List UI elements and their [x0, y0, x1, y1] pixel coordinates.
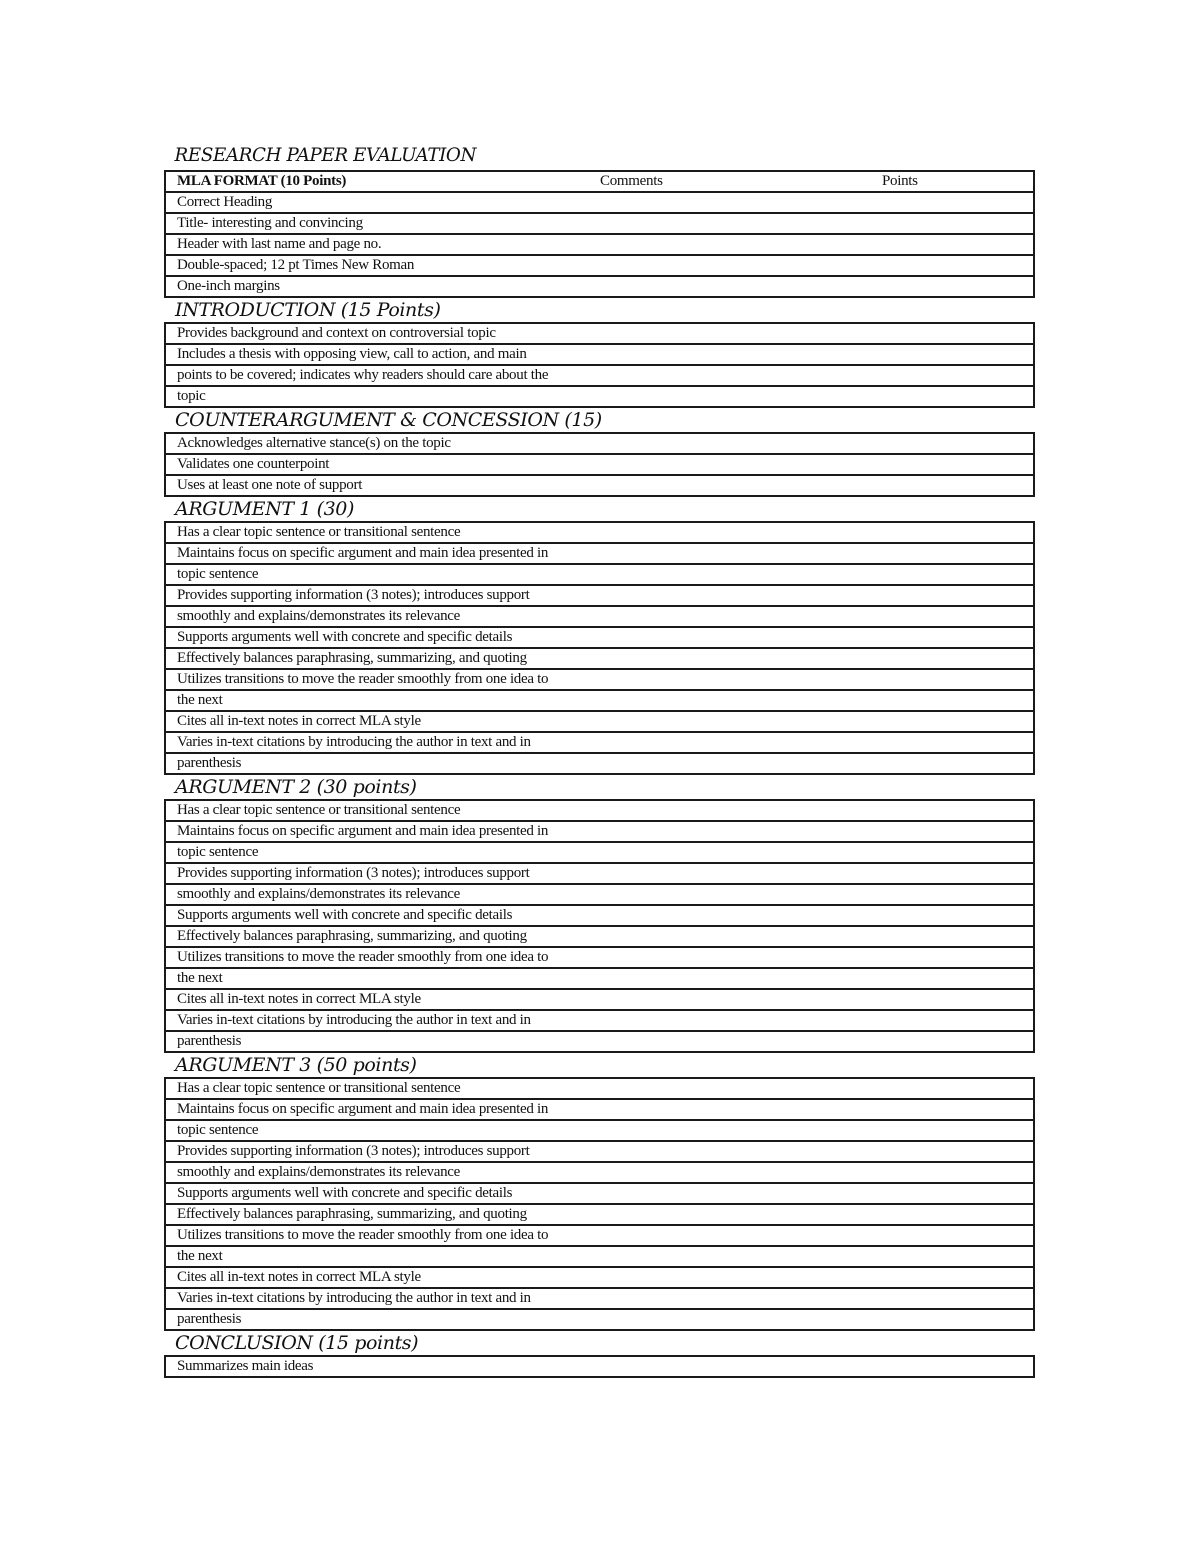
- table-row: [165, 821, 1034, 842]
- criterion-cell: Uses at least one note of support: [165, 475, 1034, 496]
- table-row: [165, 522, 1034, 543]
- criterion-cell: Correct Heading: [165, 192, 1034, 213]
- rubric-section: [164, 298, 1035, 408]
- rubric-section: [164, 1053, 1035, 1331]
- table-row: [165, 1356, 1034, 1377]
- table-row: [165, 1120, 1034, 1141]
- table-row: [165, 648, 1034, 669]
- criterion-cell: parenthesis: [165, 1309, 1034, 1330]
- criterion-cell: topic: [165, 386, 1034, 407]
- criterion-cell: Utilizes transitions to move the reader smoothly from one idea to: [165, 947, 1034, 968]
- table-row: [165, 968, 1034, 989]
- table-row: [165, 475, 1034, 496]
- criterion-cell: Supports arguments well with concrete and specific details: [165, 627, 1034, 648]
- criterion-cell: parenthesis: [165, 1031, 1034, 1052]
- rubric-table: [164, 1355, 1035, 1378]
- section-heading: ARGUMENT 2 (30 points): [175, 776, 417, 798]
- criterion-cell: the next: [165, 690, 1034, 711]
- table-row: [165, 1078, 1034, 1099]
- criterion-cell: One-inch margins: [165, 276, 1034, 297]
- criterion-cell: smoothly and explains/demonstrates its relevance: [165, 884, 1034, 905]
- table-row: [165, 1204, 1034, 1225]
- rubric-sections: [164, 170, 1035, 1378]
- section-heading: INTRODUCTION (15 Points): [175, 299, 441, 321]
- table-row: [165, 585, 1034, 606]
- criterion-cell: Maintains focus on specific argument and main idea presented in: [165, 821, 1034, 842]
- table-header-cell: [165, 171, 1034, 192]
- table-row: [165, 564, 1034, 585]
- criterion-cell: Varies in-text citations by introducing the author in text and in: [165, 1288, 1034, 1309]
- criterion-cell: Has a clear topic sentence or transitional sentence: [165, 522, 1034, 543]
- criterion-cell: Utilizes transitions to move the reader smoothly from one idea to: [165, 669, 1034, 690]
- section-heading: ARGUMENT 3 (50 points): [175, 1054, 417, 1076]
- table-row: [165, 800, 1034, 821]
- criterion-cell: topic sentence: [165, 564, 1034, 585]
- criterion-cell: Has a clear topic sentence or transitional sentence: [165, 800, 1034, 821]
- criterion-cell: Supports arguments well with concrete and specific details: [165, 905, 1034, 926]
- table-row: [165, 344, 1034, 365]
- table-header: [166, 172, 1033, 191]
- section-heading: CONCLUSION (15 points): [175, 1332, 419, 1354]
- rubric-section: [164, 408, 1035, 497]
- criterion-cell: Double-spaced; 12 pt Times New Roman: [165, 255, 1034, 276]
- criterion-cell: Effectively balances paraphrasing, summarizing, and quoting: [165, 926, 1034, 947]
- table-row: [165, 276, 1034, 297]
- criterion-cell: Validates one counterpoint: [165, 454, 1034, 475]
- criterion-cell: Varies in-text citations by introducing the author in text and in: [165, 732, 1034, 753]
- criteria-header: MLA FORMAT (10 Points): [177, 173, 347, 189]
- comments-header: Comments: [600, 173, 663, 189]
- table-row: [165, 947, 1034, 968]
- table-row: [165, 842, 1034, 863]
- table-row: [165, 365, 1034, 386]
- criterion-cell: the next: [165, 1246, 1034, 1267]
- table-row: [165, 1141, 1034, 1162]
- criterion-cell: Effectively balances paraphrasing, summarizing, and quoting: [165, 648, 1034, 669]
- table-row: [165, 386, 1034, 407]
- criterion-cell: the next: [165, 968, 1034, 989]
- rubric-table: [164, 432, 1035, 497]
- table-row: [165, 711, 1034, 732]
- section-heading: ARGUMENT 1 (30): [175, 498, 355, 520]
- table-row: [165, 1267, 1034, 1288]
- criterion-cell: Header with last name and page no.: [165, 234, 1034, 255]
- evaluation-page: [164, 140, 1035, 1378]
- criterion-cell: Utilizes transitions to move the reader smoothly from one idea to: [165, 1225, 1034, 1246]
- rubric-table: [164, 1077, 1035, 1331]
- table-row: [165, 732, 1034, 753]
- criterion-cell: Provides supporting information (3 notes); introduces support: [165, 863, 1034, 884]
- table-row: [165, 323, 1034, 344]
- rubric-table: [164, 170, 1035, 298]
- table-row: [165, 192, 1034, 213]
- table-row: [165, 1031, 1034, 1052]
- table-row: [165, 669, 1034, 690]
- criterion-cell: Effectively balances paraphrasing, summarizing, and quoting: [165, 1204, 1034, 1225]
- criterion-cell: Title- interesting and convincing: [165, 213, 1034, 234]
- rubric-table: [164, 799, 1035, 1053]
- rubric-section: [164, 775, 1035, 1053]
- table-row: [165, 1225, 1034, 1246]
- criterion-cell: Includes a thesis with opposing view, call to action, and main: [165, 344, 1034, 365]
- section-heading: COUNTERARGUMENT & CONCESSION (15): [175, 409, 602, 431]
- table-row: [165, 926, 1034, 947]
- table-row: [165, 1309, 1034, 1330]
- rubric-table: [164, 322, 1035, 408]
- criterion-cell: Has a clear topic sentence or transitional sentence: [165, 1078, 1034, 1099]
- table-row: [165, 543, 1034, 564]
- criterion-cell: Supports arguments well with concrete and specific details: [165, 1183, 1034, 1204]
- criterion-cell: Cites all in-text notes in correct MLA style: [165, 711, 1034, 732]
- table-row: [165, 863, 1034, 884]
- table-row: [165, 234, 1034, 255]
- criterion-cell: Maintains focus on specific argument and main idea presented in: [165, 1099, 1034, 1120]
- rubric-section: [164, 497, 1035, 775]
- table-row: [165, 1246, 1034, 1267]
- table-row: [165, 606, 1034, 627]
- criterion-cell: Maintains focus on specific argument and main idea presented in: [165, 543, 1034, 564]
- criterion-cell: Provides supporting information (3 notes); introduces support: [165, 585, 1034, 606]
- criterion-cell: Acknowledges alternative stance(s) on the topic: [165, 433, 1034, 454]
- table-row: [165, 1099, 1034, 1120]
- table-header-row: [165, 171, 1034, 192]
- table-row: [165, 627, 1034, 648]
- rubric-table: [164, 521, 1035, 775]
- criterion-cell: Varies in-text citations by introducing the author in text and in: [165, 1010, 1034, 1031]
- criterion-cell: Provides supporting information (3 notes); introduces support: [165, 1141, 1034, 1162]
- table-row: [165, 989, 1034, 1010]
- criterion-cell: smoothly and explains/demonstrates its relevance: [165, 606, 1034, 627]
- table-row: [165, 753, 1034, 774]
- criterion-cell: Provides background and context on controversial topic: [165, 323, 1034, 344]
- document-title: RESEARCH PAPER EVALUATION: [174, 144, 477, 166]
- table-row: [165, 454, 1034, 475]
- table-row: [165, 1183, 1034, 1204]
- table-row: [165, 884, 1034, 905]
- rubric-section: [164, 1331, 1035, 1378]
- criterion-cell: topic sentence: [165, 1120, 1034, 1141]
- points-header: Points: [882, 173, 918, 189]
- criterion-cell: topic sentence: [165, 842, 1034, 863]
- table-row: [165, 905, 1034, 926]
- table-row: [165, 1010, 1034, 1031]
- table-row: [165, 1162, 1034, 1183]
- rubric-section: [164, 170, 1035, 298]
- criterion-cell: Cites all in-text notes in correct MLA style: [165, 1267, 1034, 1288]
- criterion-cell: smoothly and explains/demonstrates its relevance: [165, 1162, 1034, 1183]
- criterion-cell: points to be covered; indicates why readers should care about the: [165, 365, 1034, 386]
- table-row: [165, 690, 1034, 711]
- criterion-cell: parenthesis: [165, 753, 1034, 774]
- table-row: [165, 1288, 1034, 1309]
- criterion-cell: Cites all in-text notes in correct MLA style: [165, 989, 1034, 1010]
- criterion-cell: Summarizes main ideas: [165, 1356, 1034, 1377]
- table-row: [165, 213, 1034, 234]
- table-row: [165, 255, 1034, 276]
- table-row: [165, 433, 1034, 454]
